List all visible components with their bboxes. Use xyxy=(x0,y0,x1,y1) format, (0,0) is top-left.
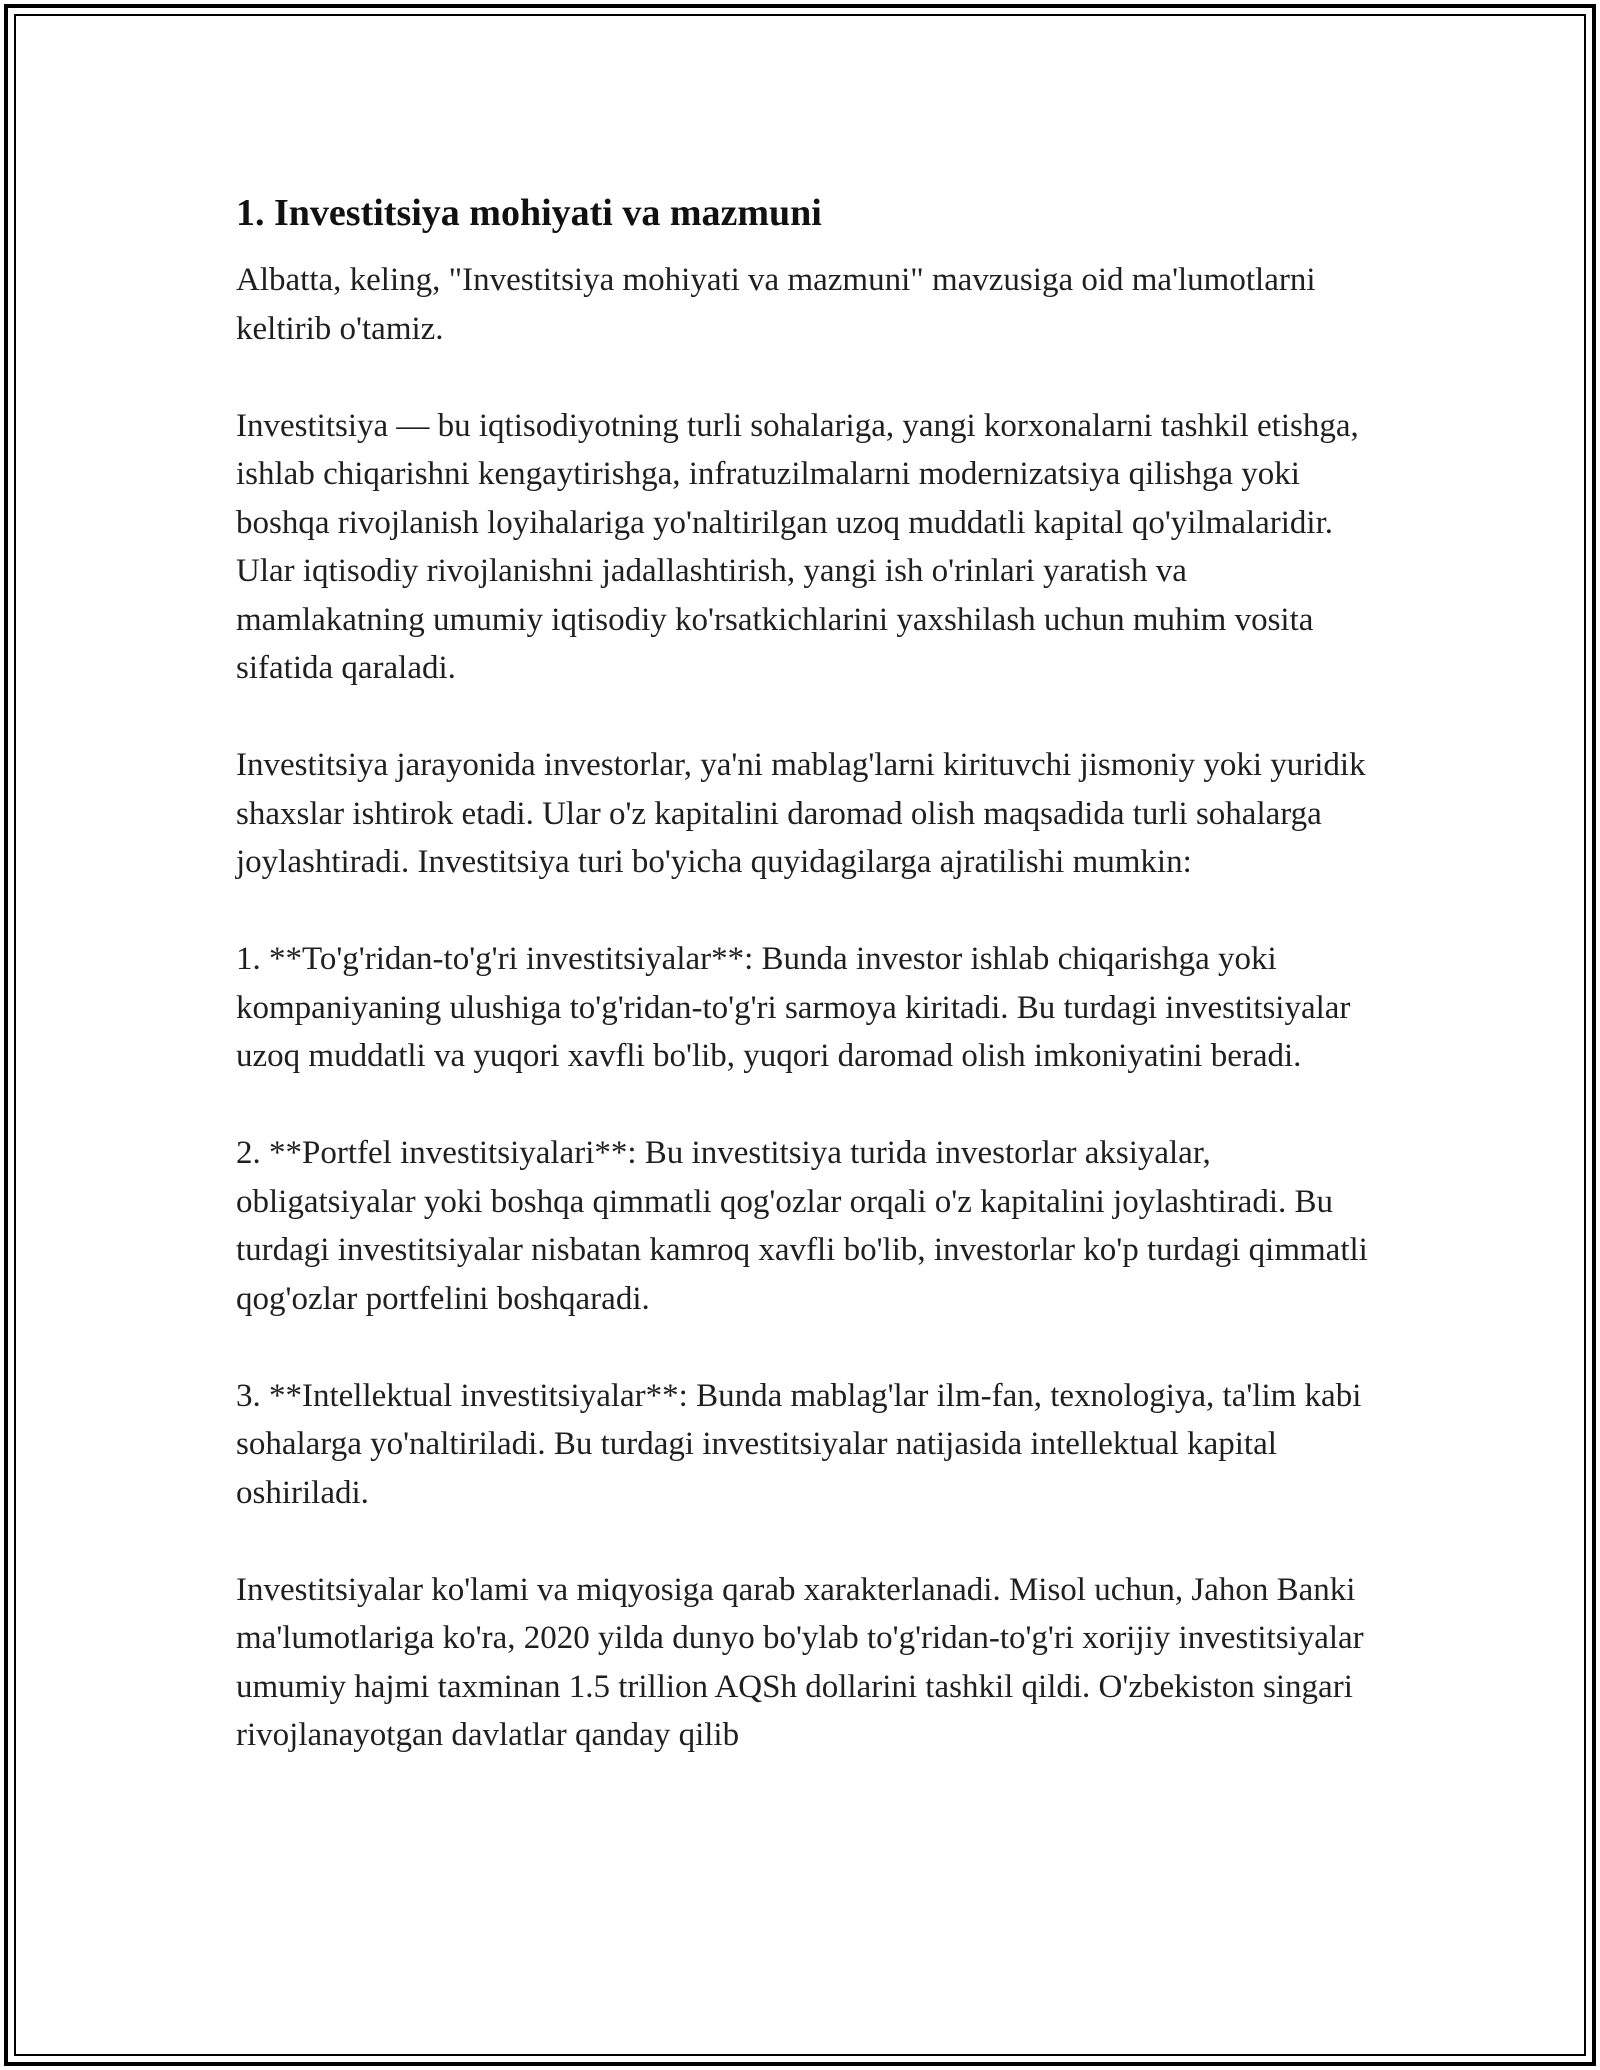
paragraph-definition: Investitsiya — bu iqtisodiyotning turli sohalariga, yangi korxonalarni tashkil etishga, ishlab chiqarishni kengaytirishga, infratuzilmalarni modernizatsiya qilishga yoki boshqa rivojlanish loyihalariga yo'naltirilgan uzoq muddatli kapital qo'yilmalaridir. Ular iqtisodiy rivojlanishni jadallashtirish, yangi ish o'rinlari yaratish va mamlakatning umumiy iqtisodiy ko'rsatkichlarini yaxshilash uchun muhim vosita sifatida qaraladi. xyxy=(236,407,1359,686)
list-item-portfolio: 2. **Portfel investitsiyalari**: Bu investitsiya turida investorlar aksiyalar, obligatsiyalar yoki boshqa qimmatli qog'ozlar orqali o'z kapitalini joylashtiradi. Bu turdagi investitsiyalar nisbatan kamroq xavfli bo'lib, investorlar ko'p turdagi qimmatli qog'ozlar portfelini boshqaradi. xyxy=(236,1135,1368,1317)
list-item-direct: 1. **To'g'ridan-to'g'ri investitsiyalar**: Bunda investor ishlab chiqarishga yoki kompaniyaning ulushiga to'g'ridan-to'g'ri sarmoya kiritadi. Bu turdagi investitsiyalar uzoq muddatli va yuqori xavfli bo'lib, yuqori daromad olish imkoniyatini beradi. xyxy=(236,941,1351,1074)
section-heading: 1. Investitsiya mohiyati va mazmuni xyxy=(236,192,822,234)
paragraph-process: Investitsiya jarayonida investorlar, ya'ni mablag'larni kirituvchi jismoniy yoki yuridik shaxslar ishtirok etadi. Ular o'z kapitalini daromad olish maqsadida turli sohalarga joylashtiradi. Investitsiya turi bo'yicha quyidagilarga ajratilishi mumkin: xyxy=(236,747,1366,880)
paragraph-intro: Albatta, keling, "Investitsiya mohiyati va mazmuni" mavzusiga oid ma'lumotlarni keltirib o'tamiz. xyxy=(236,262,1316,347)
paragraph-scale: Investitsiyalar ko'lami va miqyosiga qarab xarakterlanadi. Misol uchun, Jahon Banki ma'lumotlariga ko'ra, 2020 yilda dunyo bo'ylab to'g'ridan-to'g'ri xorijiy investitsiyalar umumiy hajmi taxminan 1.5 trillion AQSh dollarini tashkil qildi. O'zbekiston singari rivojlanayotgan davlatlar qanday qilib xyxy=(236,1571,1364,1753)
document-body xyxy=(236,186,1376,1808)
list-item-intellectual: 3. **Intellektual investitsiyalar**: Bunda mablag'lar ilm-fan, texnologiya, ta'lim kabi sohalarga yo'naltiriladi. Bu turdagi investitsiyalar natijasida intellektual kapital oshiriladi. xyxy=(236,1377,1362,1511)
